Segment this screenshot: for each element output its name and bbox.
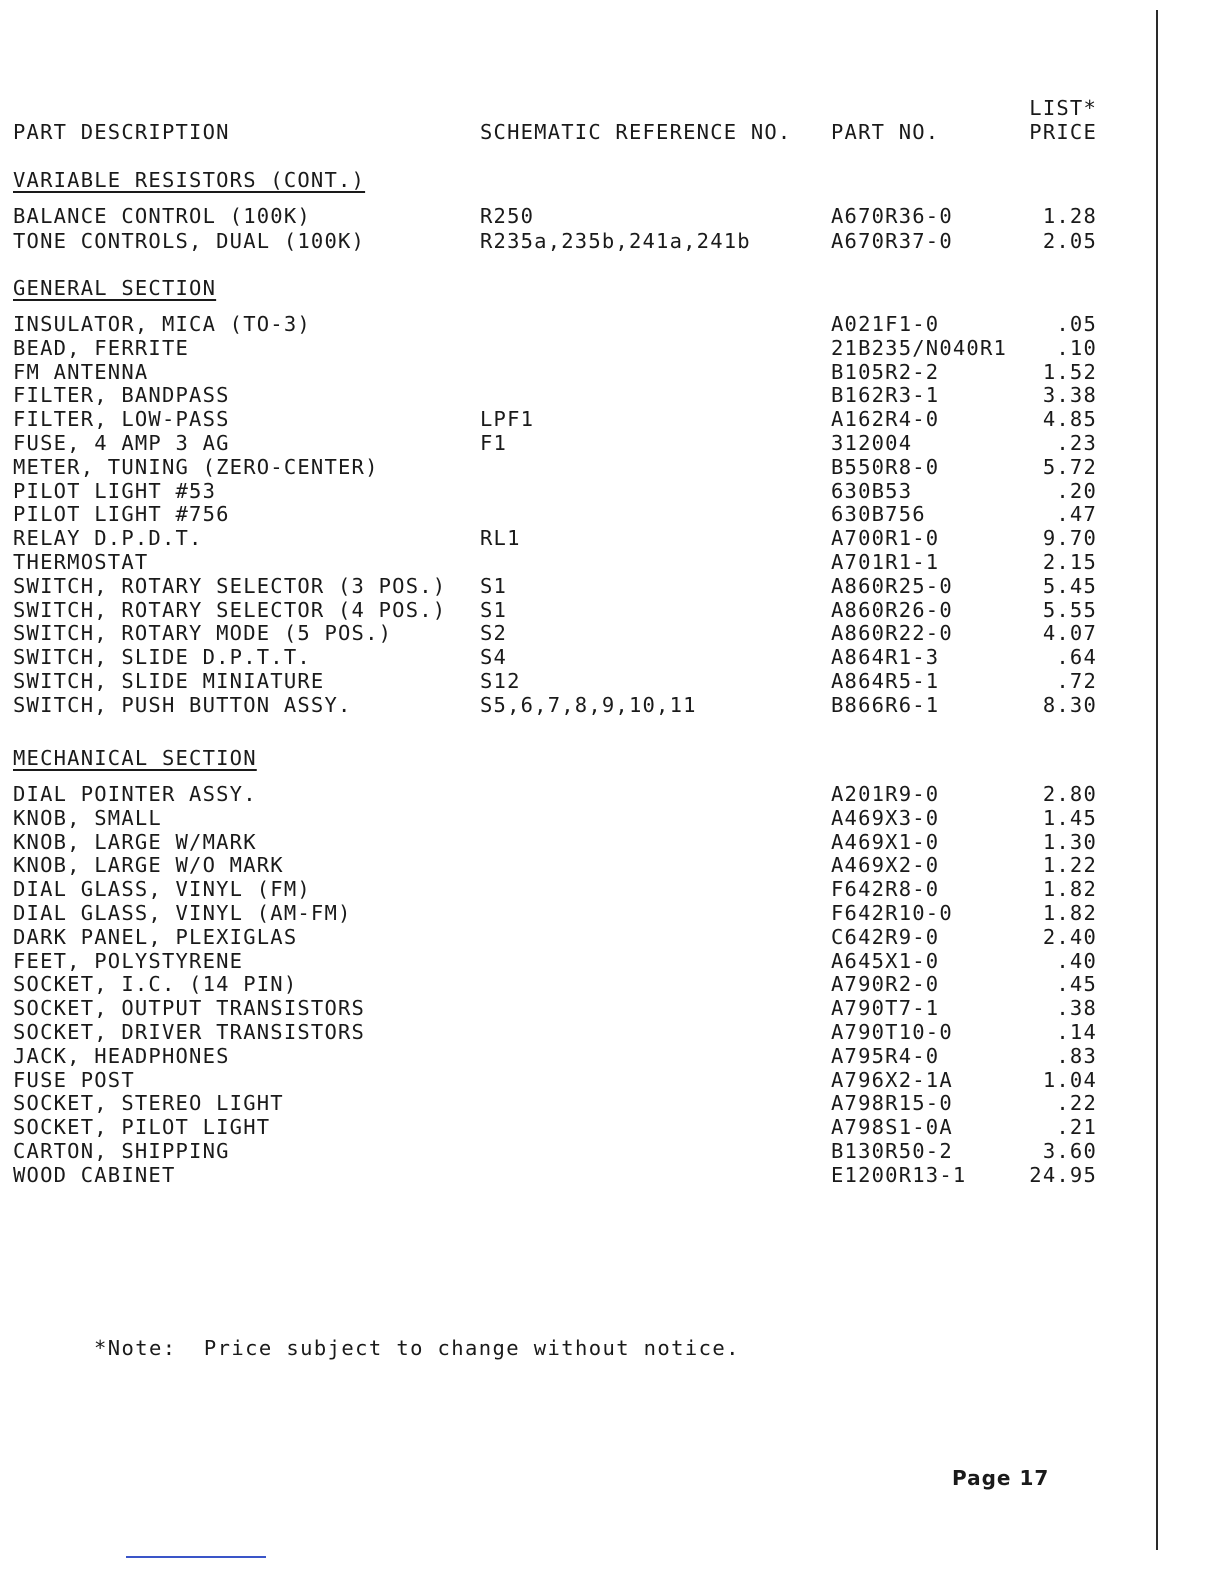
list-price: 3.38 [1042,383,1097,408]
part-description: SWITCH, ROTARY SELECTOR (3 POS.) [13,573,447,598]
part-description: FUSE POST [13,1067,135,1092]
table-row [0,949,1140,973]
list-price: 1.82 [1042,901,1097,925]
part-number: A201R9-0 [831,782,940,806]
schematic-reference: LPF1 [480,407,535,432]
table-row [0,574,1140,598]
part-number: A795R4-0 [831,1043,940,1068]
schematic-reference: R235a,235b,241a,241b [480,228,751,253]
list-price: .05 [1056,312,1097,336]
table-row [0,1044,1140,1068]
list-price: .22 [1056,1091,1097,1116]
part-description: TONE CONTROLS, DUAL (100K) [13,228,366,253]
part-description: FM ANTENNA [13,359,149,384]
part-number: A790R2-0 [831,972,940,997]
table-row [0,598,1140,622]
part-number: B162R3-1 [831,383,940,408]
part-number: C642R9-0 [831,924,940,949]
part-description: SOCKET, DRIVER TRANSISTORS [13,1020,366,1044]
part-number: B550R8-0 [831,454,940,479]
schematic-reference: R250 [480,204,535,228]
list-price: 5.55 [1042,597,1097,622]
part-number: A796X2-1A [831,1067,953,1092]
part-description: CARTON, SHIPPING [13,1139,230,1163]
list-price: .20 [1056,478,1097,503]
part-description: METER, TUNING (ZERO-CENTER) [13,454,379,479]
part-number: A864R1-3 [831,645,940,670]
part-number: A790T10-0 [831,1020,953,1044]
list-price: 1.22 [1042,853,1097,878]
part-description: WOOD CABINET [13,1162,176,1187]
table-row [0,645,1140,669]
page-number: Page 17 [952,1466,1050,1490]
part-description: SWITCH, SLIDE D.P.T.T. [13,645,311,670]
list-price: 2.05 [1042,228,1097,253]
section-title-general: GENERAL SECTION [13,276,217,300]
table-row [0,229,1140,253]
header-schematic-reference: SCHEMATIC REFERENCE NO. [480,120,792,144]
header-list-price-line2: PRICE [1029,120,1097,144]
list-price: 3.60 [1042,1139,1097,1163]
schematic-reference: S1 [480,597,508,622]
schematic-reference: RL1 [480,526,521,551]
part-number: A798R15-0 [831,1091,953,1116]
part-description: SOCKET, STEREO LIGHT [13,1091,284,1116]
table-row [0,996,1140,1020]
table-row [0,621,1140,645]
schematic-reference: S4 [480,645,508,670]
list-price: .72 [1056,669,1097,693]
list-price: 1.52 [1042,359,1097,384]
part-number: A670R37-0 [831,228,953,253]
part-description: SWITCH, SLIDE MINIATURE [13,669,325,693]
binding-edge-line [1156,10,1158,1550]
list-price: 1.82 [1042,877,1097,902]
table-row [0,502,1140,526]
part-description: FILTER, LOW-PASS [13,407,230,432]
list-price: .23 [1056,431,1097,455]
table-row [0,479,1140,503]
table-row [0,312,1140,336]
list-price: 5.45 [1042,573,1097,598]
part-number: 21B235/N040R1 [831,335,1008,360]
section-title-variable-resistors: VARIABLE RESISTORS (CONT.) [13,168,366,192]
list-price: .47 [1056,502,1097,527]
header-list-price [1000,96,1097,144]
list-price: 4.07 [1042,621,1097,646]
table-row [0,204,1140,228]
header-part-description: PART DESCRIPTION [13,120,230,144]
table-row [0,407,1140,431]
part-description: PILOT LIGHT #53 [13,478,217,503]
part-number: A469X2-0 [831,853,940,878]
part-number: B866R6-1 [831,692,940,717]
list-price: 2.40 [1042,924,1097,949]
part-number: B105R2-2 [831,359,940,384]
part-number: A860R26-0 [831,597,953,622]
table-row [0,1091,1140,1115]
schematic-reference: F1 [480,431,508,455]
table-row [0,806,1140,830]
list-price: 9.70 [1042,526,1097,551]
part-description: BEAD, FERRITE [13,335,190,360]
part-number: A798S1-0A [831,1115,953,1140]
part-number: 630B53 [831,478,913,503]
table-row [0,1163,1140,1187]
table-row [0,550,1140,574]
part-description: SWITCH, PUSH BUTTON ASSY. [13,692,352,717]
part-description: THERMOSTAT [13,550,149,574]
list-price: .38 [1056,996,1097,1021]
part-description: DIAL GLASS, VINYL (FM) [13,877,311,902]
part-number: A860R25-0 [831,573,953,598]
part-description: DIAL POINTER ASSY. [13,782,257,806]
part-number: F642R8-0 [831,877,940,902]
table-row [0,669,1140,693]
part-number: A469X3-0 [831,805,940,830]
schematic-reference: S5,6,7,8,9,10,11 [480,692,697,717]
price-note: *Note: Price subject to change without notice. [94,1336,740,1360]
part-number: A645X1-0 [831,948,940,973]
part-description: SWITCH, ROTARY MODE (5 POS.) [13,621,393,646]
table-row [0,972,1140,996]
part-number: A469X1-0 [831,829,940,854]
list-price: .14 [1056,1020,1097,1044]
list-price: 1.04 [1042,1067,1097,1092]
section-title-mechanical: MECHANICAL SECTION [13,746,257,770]
table-row [0,360,1140,384]
part-description: FUSE, 4 AMP 3 AG [13,431,230,455]
table-row [0,782,1140,806]
part-description: INSULATOR, MICA (TO-3) [13,312,311,336]
part-number: A864R5-1 [831,669,940,693]
table-row [0,901,1140,925]
list-price: 8.30 [1042,692,1097,717]
part-description: PILOT LIGHT #756 [13,502,230,527]
part-number: 630B756 [831,502,926,527]
table-row [0,1115,1140,1139]
schematic-reference: S1 [480,573,508,598]
list-price: .21 [1056,1115,1097,1140]
table-row [0,1068,1140,1092]
table-row [0,383,1140,407]
part-description: BALANCE CONTROL (100K) [13,204,311,228]
header-part-no: PART NO. [831,120,940,144]
part-description: FEET, POLYSTYRENE [13,948,244,973]
table-row [0,853,1140,877]
list-price: .64 [1056,645,1097,670]
table-row [0,455,1140,479]
list-price: 1.30 [1042,829,1097,854]
list-price: .45 [1056,972,1097,997]
part-description: KNOB, LARGE W/MARK [13,829,257,854]
list-price: .83 [1056,1043,1097,1068]
list-price: 1.28 [1042,204,1097,228]
part-description: DIAL GLASS, VINYL (AM-FM) [13,901,352,925]
list-price: .10 [1056,335,1097,360]
part-description: KNOB, LARGE W/O MARK [13,853,284,878]
table-row [0,830,1140,854]
list-price: 1.45 [1042,805,1097,830]
part-number: F642R10-0 [831,901,953,925]
part-description: SOCKET, PILOT LIGHT [13,1115,271,1140]
part-description: DARK PANEL, PLEXIGLAS [13,924,298,949]
table-row [0,1139,1140,1163]
schematic-reference: S2 [480,621,508,646]
schematic-reference: S12 [480,669,521,693]
part-number: A700R1-0 [831,526,940,551]
part-description: KNOB, SMALL [13,805,162,830]
part-number: A701R1-1 [831,550,940,574]
part-description: SWITCH, ROTARY SELECTOR (4 POS.) [13,597,447,622]
part-description: SOCKET, OUTPUT TRANSISTORS [13,996,366,1021]
list-price: .40 [1056,948,1097,973]
table-row [0,431,1140,455]
list-price: 2.15 [1042,550,1097,574]
part-description: RELAY D.P.D.T. [13,526,203,551]
part-number: E1200R13-1 [831,1162,967,1187]
list-price: 5.72 [1042,454,1097,479]
table-row [0,526,1140,550]
part-description: SOCKET, I.C. (14 PIN) [13,972,298,997]
list-price: 4.85 [1042,407,1097,432]
table-row [0,925,1140,949]
bottom-rule-line [126,1556,266,1558]
part-number: B130R50-2 [831,1139,953,1163]
table-row [0,693,1140,717]
table-row [0,1020,1140,1044]
part-number: 312004 [831,431,913,455]
part-number: A162R4-0 [831,407,940,432]
header-list-price-line1: LIST* [1029,96,1097,120]
list-price: 24.95 [1029,1162,1097,1187]
part-number: A860R22-0 [831,621,953,646]
part-description: FILTER, BANDPASS [13,383,230,408]
part-number: A670R36-0 [831,204,953,228]
part-number: A790T7-1 [831,996,940,1021]
table-row [0,336,1140,360]
table-row [0,877,1140,901]
part-description: JACK, HEADPHONES [13,1043,230,1068]
part-number: A021F1-0 [831,312,940,336]
list-price: 2.80 [1042,782,1097,806]
